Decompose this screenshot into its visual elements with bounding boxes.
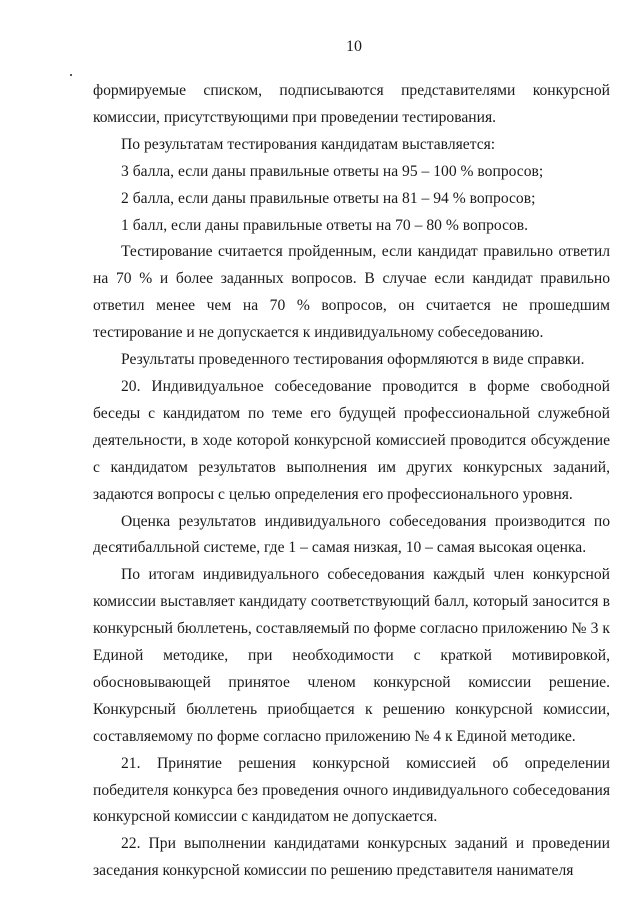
scan-speck [70, 74, 72, 76]
paragraph-continuation: формируемые списком, подписываются представителями конкурсной комиссии, присутствующими при проведении тестирования. [93, 82, 610, 126]
document-body [93, 78, 610, 885]
paragraph-clause-22: 22. При выполнении кандидатами конкурсных заданий и проведении заседания конкурсной комиссии по решению представителя нанимателя [93, 835, 610, 880]
paragraph-interview-results: По итогам индивидуального собеседования каждый член конкурсной комиссии выставляет кандидату соответствующий балл, который заносится в конкурсный бюллетень, составляемый по форме согласно приложению № 3 к Единой методике, при необходимости с краткой мотивировкой, обосновывающей принятое членом конкурсной комиссии решение. Конкурсный бюллетень приобщается к решению конкурсной комиссии, составляемому по форме согласно приложению № 4 к Единой методике. [93, 566, 610, 745]
page-number: 10 [346, 38, 362, 55]
paragraph-test-results: Результаты проведенного тестирования оформляются в виде справки. [121, 351, 585, 369]
paragraph-interview-scoring: Оценка результатов индивидуального собеседования производится по десятибалльной системе, где 1 – самая низкая, 10 – самая высокая оценка. [93, 512, 610, 557]
paragraph-clause-21: 21. Принятие решения конкурсной комиссией об определении победителя конкурса без проведения очного индивидуального собеседования конкурсной комиссии с кандидатом не допускается. [93, 754, 610, 826]
paragraph-score-2: 2 балла, если даны правильные ответы на 81 – 94 % вопросов; [121, 189, 536, 207]
paragraph-score-1: 1 балл, если даны правильные ответы на 70 – 80 % вопросов. [121, 216, 529, 234]
paragraph-score-3: 3 балла, если даны правильные ответы на 95 – 100 % вопросов; [121, 162, 544, 180]
paragraph-clause-20: 20. Индивидуальное собеседование проводится в форме свободной беседы с кандидатом по теме его будущей профессиональной служебной деятельности, в ходе которой конкурсной комиссией проводится обсуждение с кандидатом результатов выполнения им других конкурсных заданий, задаются вопросы с целью определения его профессионального уровня. [93, 377, 610, 503]
paragraph-scoring-intro: По результатам тестирования кандидатам выставляется: [121, 135, 496, 153]
paragraph-test-passed: Тестирование считается пройденным, если кандидат правильно ответил на 70 % и более заданных вопросов. В случае если кандидат правильно ответил менее чем на 70 % вопросов, он считается не прошедшим тестирование и не допускается к индивидуальному собеседованию. [93, 243, 610, 342]
